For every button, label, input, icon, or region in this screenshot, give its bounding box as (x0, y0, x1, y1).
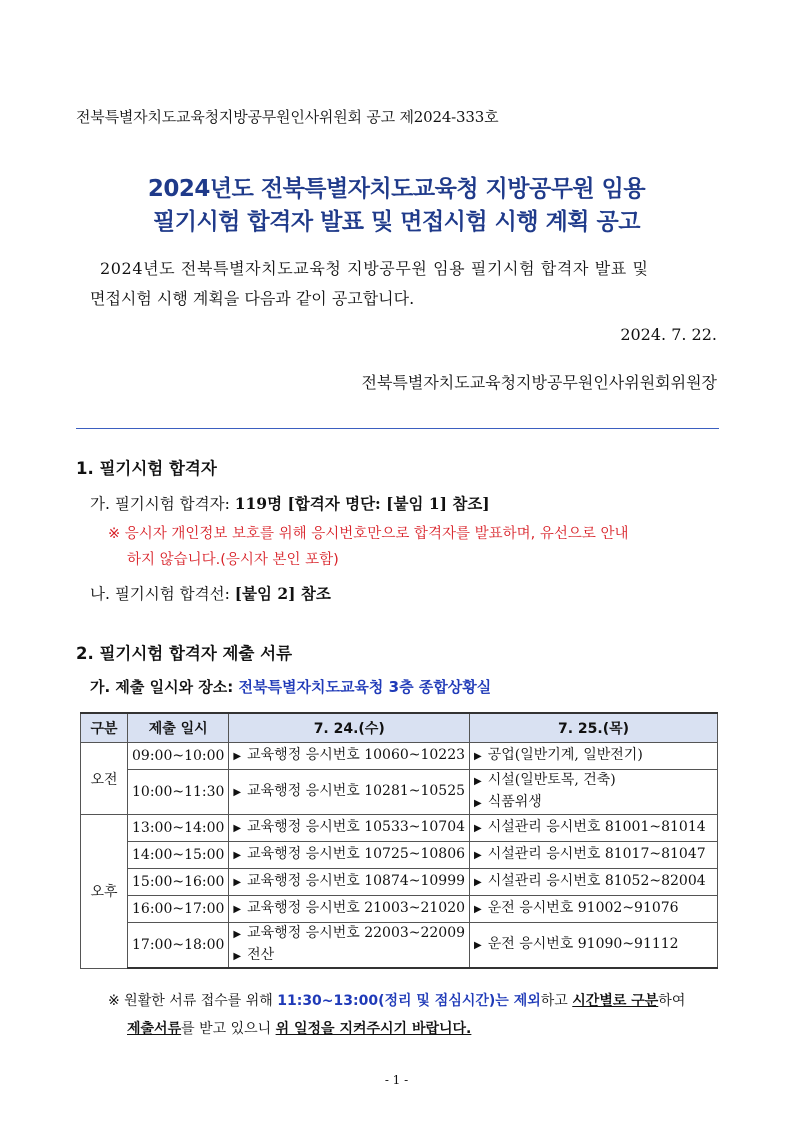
time-slot: 10:00~11:30 (128, 770, 229, 815)
schedule-entry (233, 844, 465, 866)
schedule-entry-text: 공업(일반기계, 일반전기) (487, 747, 643, 763)
schedule-cell (229, 770, 470, 815)
table-row (81, 923, 718, 969)
privacy-note-line2: 하지 않습니다.(응시자 본인 포함) (127, 552, 339, 568)
schedule-entry (233, 898, 465, 920)
bullet-triangle-icon: ▶ (233, 823, 242, 834)
schedule-cell (470, 815, 718, 842)
schedule-entry-text: 운전 응시번호 91002~91076 (487, 900, 679, 916)
bullet-triangle-icon: ▶ (474, 877, 482, 888)
schedule-entry-text: 시설관리 응시번호 81052~82004 (487, 873, 706, 889)
schedule-entry-text: 교육행정 응시번호 10060~10223 (247, 747, 466, 763)
schedule-entry (474, 934, 713, 956)
schedule-cell (470, 743, 718, 770)
bullet-triangle-icon: ▶ (233, 787, 242, 798)
note-text: 하여 (658, 993, 686, 1009)
header-time: 제출 일시 (128, 713, 229, 743)
item-pass-line (90, 582, 331, 604)
schedule-cell (470, 770, 718, 815)
intro-line2: 면접시험 시행 계획을 다음과 같이 공고합니다. (90, 289, 415, 308)
schedule-entry-text: 교육행정 응시번호 21003~21020 (247, 900, 466, 916)
schedule-cell (229, 815, 470, 842)
item-a-label: 가. 필기시험 합격자: (90, 495, 235, 513)
item-pass-count (90, 492, 490, 514)
item-b-value: [붙임 2] 참조 (234, 584, 331, 603)
note-text: 하고 (540, 993, 573, 1009)
time-slot: 13:00~14:00 (128, 815, 229, 842)
schedule-note-line1 (108, 990, 685, 1010)
note-documents: 제출서류 (127, 1021, 182, 1037)
submission-place (90, 676, 491, 697)
schedule-entry-text: 식품위생 (487, 794, 542, 810)
section2-heading: 2. 필기시험 합격자 제출 서류 (76, 644, 293, 663)
time-slot: 16:00~17:00 (128, 896, 229, 923)
schedule-cell (229, 842, 470, 869)
table-row (81, 869, 718, 896)
schedule-entry (233, 923, 465, 945)
document-title-line1: 2024년도 전북특별자치도교육청 지방공무원 임용 (147, 176, 646, 202)
schedule-entry (474, 745, 713, 767)
schedule-entry-text: 교육행정 응시번호 10874~10999 (247, 873, 466, 889)
schedule-entry (474, 817, 713, 839)
table-row (81, 770, 718, 815)
schedule-entry-text: 시설(일반토목, 건축) (487, 772, 616, 788)
bullet-triangle-icon: ▶ (474, 776, 482, 787)
schedule-entry (474, 871, 713, 893)
schedule-cell (229, 923, 470, 969)
schedule-cell (229, 743, 470, 770)
bullet-triangle-icon: ▶ (474, 798, 482, 809)
header-division: 구분 (81, 713, 128, 743)
notice-date: 2024. 7. 22. (620, 325, 717, 344)
intro-line1: 2024년도 전북특별자치도교육청 지방공무원 임용 필기시험 합격자 발표 및 (100, 259, 649, 278)
schedule-entry (233, 817, 465, 839)
issuer: 전북특별자치도교육청지방공무원인사위원회위원장 (361, 373, 717, 392)
section1-heading: 1. 필기시험 합격자 (76, 459, 217, 478)
time-slot: 09:00~10:00 (128, 743, 229, 770)
bullet-triangle-icon: ▶ (233, 850, 242, 861)
schedule-entry (233, 871, 465, 893)
schedule-cell (470, 842, 718, 869)
note-text: 를 받고 있으니 (181, 1021, 276, 1037)
note-text: ※ 원활한 서류 접수를 위해 (108, 993, 278, 1009)
schedule-cell (470, 923, 718, 969)
time-slot: 15:00~16:00 (128, 869, 229, 896)
time-slot: 17:00~18:00 (128, 923, 229, 969)
item-a-value: 119명 [합격자 명단: [붙임 1] 참조] (234, 494, 490, 513)
pm-label: 오후 (81, 815, 128, 969)
bullet-triangle-icon: ▶ (474, 751, 482, 762)
page-number: - 1 - (384, 1073, 409, 1087)
bullet-triangle-icon: ▶ (474, 823, 482, 834)
submission-schedule-table (80, 712, 718, 969)
table-row (81, 743, 718, 770)
notice-number: 전북특별자치도교육청지방공무원인사위원회 공고 제2024-333호 (76, 108, 499, 126)
schedule-cell (229, 896, 470, 923)
schedule-entry (474, 792, 713, 814)
bullet-triangle-icon: ▶ (474, 940, 482, 951)
schedule-cell (470, 869, 718, 896)
schedule-entry-text: 시설관리 응시번호 81017~81047 (487, 846, 706, 862)
document-title-line2: 필기시험 합격자 발표 및 면접시험 시행 계획 공고 (153, 209, 640, 235)
schedule-entry (233, 781, 465, 803)
time-slot: 14:00~15:00 (128, 842, 229, 869)
schedule-entry (474, 898, 713, 920)
schedule-note-line2 (127, 1018, 471, 1038)
bullet-triangle-icon: ▶ (474, 904, 482, 915)
bullet-triangle-icon: ▶ (233, 929, 242, 940)
bullet-triangle-icon: ▶ (233, 951, 242, 962)
bullet-triangle-icon: ▶ (474, 850, 482, 861)
submission-place-label: 가. 제출 일시와 장소: (90, 678, 239, 696)
schedule-cell (470, 896, 718, 923)
table-row (81, 815, 718, 842)
bullet-triangle-icon: ▶ (233, 904, 242, 915)
schedule-entry (474, 770, 713, 792)
header-day1: 7. 24.(수) (229, 713, 470, 743)
schedule-entry (233, 745, 465, 767)
table-row (81, 842, 718, 869)
schedule-entry-text: 운전 응시번호 91090~91112 (487, 936, 679, 952)
note-by-time: 시간별로 구분 (572, 993, 659, 1009)
note-lunch-excluded: 11:30~13:00(정리 및 점심시간)는 제외 (277, 993, 541, 1009)
divider (76, 428, 719, 429)
bullet-triangle-icon: ▶ (233, 751, 242, 762)
schedule-entry-text: 교육행정 응시번호 10281~10525 (247, 783, 466, 799)
bullet-triangle-icon: ▶ (233, 877, 242, 888)
table-row (81, 896, 718, 923)
submission-place-value: 전북특별자치도교육청 3층 종합상황실 (238, 678, 492, 696)
schedule-entry (474, 844, 713, 866)
schedule-entry-text: 교육행정 응시번호 22003~22009 (247, 925, 466, 941)
schedule-entry (233, 945, 465, 967)
schedule-entry-text: 시설관리 응시번호 81001~81014 (487, 819, 706, 835)
note-keep-schedule: 위 일정을 지켜주시기 바랍니다. (275, 1021, 472, 1037)
privacy-note-line1: ※ 응시자 개인정보 보호를 위해 응시번호만으로 합격자를 발표하며, 유선으로 안내 (108, 526, 629, 542)
schedule-entry-text: 교육행정 응시번호 10725~10806 (247, 846, 466, 862)
item-b-label: 나. 필기시험 합격선: (90, 585, 235, 603)
schedule-cell (229, 869, 470, 896)
header-day2: 7. 25.(목) (470, 713, 718, 743)
schedule-entry-text: 전산 (247, 947, 275, 963)
schedule-entry-text: 교육행정 응시번호 10533~10704 (247, 819, 466, 835)
am-label: 오전 (81, 743, 128, 815)
